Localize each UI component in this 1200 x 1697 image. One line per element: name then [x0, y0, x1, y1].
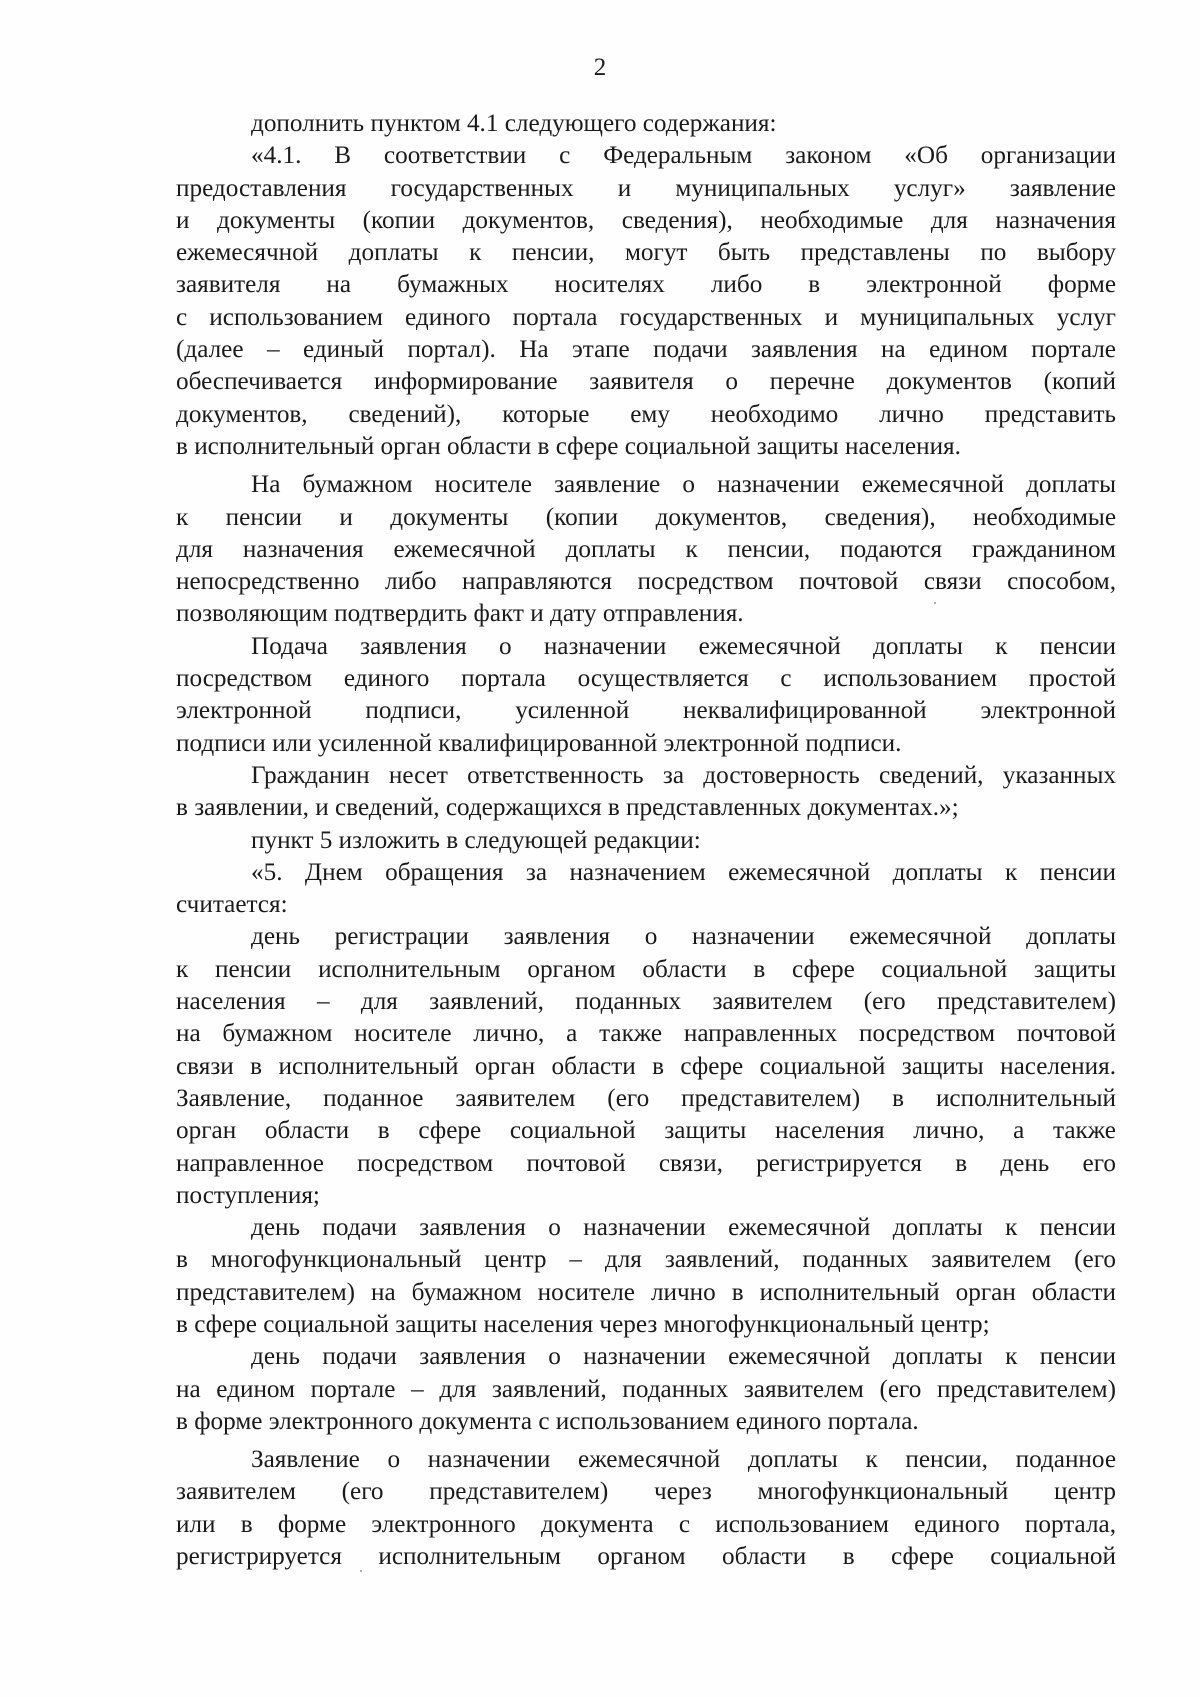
text-line: в сфере социальной защиты населения через многофункциональный центр;: [176, 1310, 990, 1338]
text-line: На бумажном носителе заявление о назначении ежемесячной доплаты: [251, 471, 1116, 499]
text-line: день подачи заявления о назначении ежемесячной доплаты к пенсии: [251, 1343, 1116, 1371]
text-line: регистрируется исполнительным органом области в сфере социальной: [176, 1543, 1116, 1571]
scan-speck: [360, 1570, 362, 1572]
text-line: «4.1. В соответствии с Федеральным законом «Об организации: [251, 142, 1116, 170]
scan-speck: [934, 602, 936, 604]
text-line: представителем) на бумажном носителе лично в исполнительный орган области: [176, 1278, 1116, 1306]
document-body: [176, 108, 1116, 1573]
text-line: ежемесячной доплаты к пенсии, могут быть представлены по выбору: [176, 239, 1116, 267]
text-line: направленное посредством почтовой связи, регистрируется в день его: [176, 1149, 1116, 1177]
text-line: пункт 5 изложить в следующей редакции:: [251, 826, 701, 854]
text-line: позволяющим подтвердить факт и дату отправления.: [176, 600, 744, 628]
text-line: в заявлении, и сведений, содержащихся в представленных документах.»;: [176, 794, 959, 822]
text-line: на бумажном носителе лично, а также направленных посредством почтовой: [176, 1020, 1116, 1048]
text-line: заявителем (его представителем) через многофункциональный центр: [176, 1478, 1116, 1506]
text-line: Заявление о назначении ежемесячной доплаты к пенсии, поданное: [251, 1446, 1116, 1474]
text-line: день подачи заявления о назначении ежемесячной доплаты к пенсии: [251, 1214, 1116, 1242]
text-line: на едином портале – для заявлений, поданных заявителем (его представителем): [176, 1375, 1116, 1403]
text-line: документов, сведений), которые ему необходимо лично представить: [176, 400, 1116, 428]
text-line: орган области в сфере социальной защиты населения лично, а также: [176, 1117, 1116, 1145]
text-line: с использованием единого портала государственных и муниципальных услуг: [176, 303, 1116, 331]
text-line: Подача заявления о назначении ежемесячной доплаты к пенсии: [251, 632, 1116, 660]
text-line: в исполнительный орган области в сфере социальной защиты населения.: [176, 432, 961, 460]
text-line: или в форме электронного документа с использованием единого портала,: [176, 1510, 1116, 1538]
text-line: к пенсии исполнительным органом области в сфере социальной защиты: [176, 955, 1116, 983]
text-line: для назначения ежемесячной доплаты к пенсии, подаются гражданином: [176, 535, 1116, 563]
text-line: поступления;: [176, 1181, 320, 1209]
text-line: «5. Днем обращения за назначением ежемесячной доплаты к пенсии: [251, 858, 1116, 886]
text-line: электронной подписи, усиленной неквалифицированной электронной: [176, 697, 1116, 725]
text-line: посредством единого портала осуществляется с использованием простой: [176, 665, 1116, 693]
text-line: заявителя на бумажных носителях либо в электронной форме: [176, 271, 1116, 299]
text-line: к пенсии и документы (копии документов, сведения), необходимые: [176, 503, 1116, 531]
text-line: день регистрации заявления о назначении ежемесячной доплаты: [251, 923, 1116, 951]
text-line: и документы (копии документов, сведения), необходимые для назначения: [176, 206, 1116, 234]
text-line: обеспечивается информирование заявителя о перечне документов (копий: [176, 368, 1116, 396]
text-line: связи в исполнительный орган области в сфере социальной защиты населения.: [176, 1052, 1116, 1080]
text-line: предоставления государственных и муниципальных услуг» заявление: [176, 174, 1116, 202]
text-line: в форме электронного документа с использованием единого портала.: [176, 1407, 919, 1435]
text-line: подписи или усиленной квалифицированной электронной подписи.: [176, 729, 902, 757]
text-line: дополнить пунктом 4.1 следующего содержания:: [251, 110, 777, 137]
text-line: считается:: [176, 891, 288, 919]
page-number: 2: [593, 54, 607, 81]
text-line: населения – для заявлений, поданных заявителем (его представителем): [176, 988, 1116, 1016]
text-line: в многофункциональный центр – для заявлений, поданных заявителем (его: [176, 1246, 1116, 1274]
text-line: (далее – единый портал). На этапе подачи заявления на едином портале: [176, 336, 1116, 364]
text-line: непосредственно либо направляются посредством почтовой связи способом,: [176, 568, 1116, 596]
text-line: Гражданин несет ответственность за достоверность сведений, указанных: [251, 761, 1116, 789]
text-line: Заявление, поданное заявителем (его представителем) в исполнительный: [176, 1084, 1116, 1112]
